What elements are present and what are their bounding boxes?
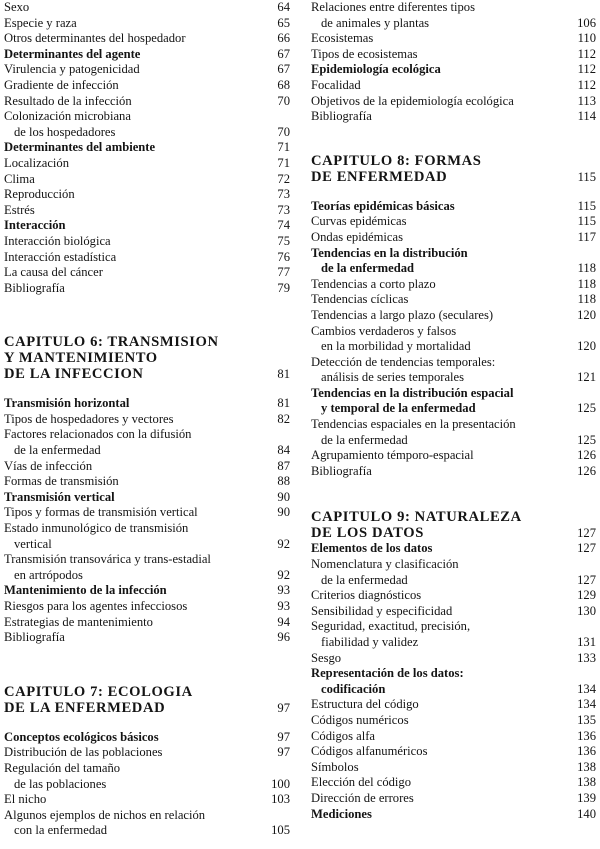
toc-entry-title: Focalidad — [311, 77, 361, 92]
toc-entry-title: Regulación del tamaño — [4, 760, 121, 775]
toc-entry-estructura-del-codigo — [311, 697, 596, 713]
toc-entry-title: Localización — [4, 155, 70, 170]
toc-entry-title-continued: de los hospedadores — [14, 124, 116, 139]
chapter-title-line: CAPITULO 9: NATURALEZA — [311, 509, 522, 526]
toc-page-number: 93 — [277, 583, 290, 598]
toc-page-number: 133 — [577, 650, 596, 665]
toc-entry-title: Objetivos de la epidemiología ecológica — [311, 93, 514, 108]
chapter-page-number: 115 — [577, 169, 596, 184]
toc-page-number: 81 — [277, 396, 290, 411]
toc-page-number: 134 — [577, 681, 596, 696]
toc-entry-title: Representación de los datos: — [311, 666, 464, 681]
toc-entry-title-continued: fiabilidad y validez — [321, 635, 419, 649]
toc-entry-title: Transmisión transovárica y trans-estadial — [4, 552, 211, 567]
toc-entry-determinantes-del-agente — [4, 47, 290, 63]
toc-entry-ondas-epidemicas — [311, 230, 596, 246]
toc-entry-criterios-diagnosticos — [311, 588, 596, 604]
toc-entry-title: Transmisión vertical — [4, 489, 115, 504]
toc-entry-nomenclatura-y-clasificacion — [311, 557, 596, 588]
toc-entry-title-continued: vertical — [14, 536, 52, 551]
toc-page-number: 112 — [577, 62, 596, 77]
toc-entry-title: Tendencias en la distribución espacial — [311, 385, 514, 400]
toc-entry-bibliografia — [311, 109, 596, 125]
toc-page-number: 113 — [577, 93, 596, 108]
toc-entry-title: Epidemiología ecológica — [311, 62, 441, 77]
toc-entry-localizacion — [4, 156, 290, 172]
toc-entry-distribucion-de-las-poblaciones — [4, 745, 290, 761]
toc-entry-estado-inmunologico-de-transmision — [4, 521, 290, 552]
toc-page-number: 97 — [277, 745, 290, 760]
toc-page-number: 84 — [277, 443, 290, 458]
toc-entry-tendencias-en-la-distribucion — [311, 246, 596, 277]
toc-entry-gradiente-de-infeccion — [4, 78, 290, 94]
toc-page-number: 138 — [577, 775, 596, 790]
spacer — [311, 479, 596, 509]
toc-entry-seguridad-exactitud-precision — [311, 619, 596, 650]
toc-entry-title: Elementos de los datos — [311, 541, 433, 556]
toc-entry-title: Mantenimiento de la infección — [4, 583, 167, 598]
toc-entry-title: El nicho — [4, 792, 47, 807]
toc-entry-title: Sexo — [4, 0, 30, 14]
toc-page-number: 112 — [577, 46, 596, 61]
toc-entry-tendencias-ciclicas — [311, 292, 596, 308]
toc-entry-title: Interacción biológica — [4, 233, 111, 248]
toc-entry-title: Colonización microbiana — [4, 109, 131, 124]
chapter-page-number: 97 — [277, 700, 290, 715]
toc-entry-bibliografia — [4, 630, 290, 646]
toc-page-number: 136 — [577, 744, 596, 759]
toc-page-number: 127 — [577, 572, 596, 587]
toc-page-number: 66 — [277, 31, 290, 46]
toc-entry-regulacion-del-tamano — [4, 761, 290, 792]
toc-entry-title: Bibliografía — [4, 280, 65, 295]
toc-page-number: 139 — [577, 790, 596, 805]
toc-page-number: 126 — [577, 463, 596, 478]
toc-entry-representacion-de-los-datos — [311, 666, 596, 697]
toc-entry-title: Interacción — [4, 218, 66, 233]
toc-page-number: 64 — [277, 0, 290, 14]
toc-entry-codigos-alfanumericos — [311, 744, 596, 760]
toc-entry-title-continued: de la enfermedad — [14, 443, 101, 458]
toc-entry-title: Determinantes del ambiente — [4, 140, 156, 155]
chapter-title-line: DE LOS DATOS — [311, 525, 424, 542]
toc-entry-interaccion — [4, 218, 290, 234]
toc-entry-simbolos — [311, 760, 596, 776]
toc-entry-title: Sesgo — [311, 650, 342, 665]
toc-entry-title: Tendencias espaciales en la presentación — [311, 417, 516, 432]
chapter-title-line: DE LA ENFERMEDAD — [4, 699, 166, 716]
toc-entry-codigos-numericos — [311, 713, 596, 729]
toc-page-number: 92 — [277, 567, 290, 582]
spacer — [4, 296, 290, 334]
toc-entry-title: Mediciones — [311, 806, 372, 821]
toc-entry-otros-determinantes-del-hospedador — [4, 31, 290, 47]
toc-page-number: 90 — [277, 505, 290, 520]
toc-page-number: 88 — [277, 474, 290, 489]
toc-entry-title: Seguridad, exactitud, precisión, — [311, 619, 471, 634]
toc-entry-title: Conceptos ecológicos básicos — [4, 729, 159, 744]
toc-entry-bibliografia — [311, 464, 596, 480]
toc-entry-title: Especie y raza — [4, 15, 77, 30]
toc-entry-elementos-de-los-datos — [311, 541, 596, 557]
toc-entry-title-continued: y temporal de la enfermedad — [321, 401, 476, 416]
toc-entry-title-continued: de la enfermedad — [321, 432, 408, 447]
toc-entry-title: Cambios verdaderos y falsos — [311, 323, 457, 338]
spacer — [4, 716, 290, 730]
toc-entry-title: Códigos alfanuméricos — [311, 744, 428, 759]
toc-entry-title: Agrupamiento témporo-espacial — [311, 448, 474, 463]
toc-page-number: 72 — [277, 171, 290, 186]
toc-page-number: 103 — [271, 792, 290, 807]
toc-column-right — [311, 0, 596, 822]
toc-entry-title: Bibliografía — [311, 109, 372, 124]
toc-entry-transmision-vertical — [4, 490, 290, 506]
toc-page-number: 71 — [277, 155, 290, 170]
spacer — [4, 382, 290, 396]
toc-entry-deteccion-de-tendencias-temporales — [311, 355, 596, 386]
toc-entry-title-continued: con la enfermedad — [14, 823, 108, 838]
toc-entry-reproduccion — [4, 187, 290, 203]
toc-entry-title: Curvas epidémicas — [311, 214, 407, 229]
toc-entry-title: Virulencia y patogenicidad — [4, 62, 140, 77]
toc-page-number: 96 — [277, 630, 290, 645]
toc-entry-title: Relaciones entre diferentes tipos — [311, 0, 476, 14]
toc-page-number: 120 — [577, 307, 596, 322]
toc-entry-algunos-ejemplos-de-nichos-en-relacion — [4, 808, 290, 839]
toc-page-number: 136 — [577, 728, 596, 743]
toc-entry-title: Bibliografía — [311, 463, 372, 478]
toc-page-number: 121 — [577, 370, 596, 385]
toc-entry-title: Estructura del código — [311, 697, 419, 712]
toc-entry-tendencias-espaciales-en-la-presentacion — [311, 417, 596, 448]
toc-entry-title: Distribución de las poblaciones — [4, 745, 163, 760]
toc-entry-title: Códigos alfa — [311, 728, 376, 743]
toc-column-left — [4, 0, 290, 839]
chapter-heading — [311, 509, 596, 541]
toc-entry-estrategias-de-mantenimiento — [4, 615, 290, 631]
toc-page-number: 140 — [577, 806, 596, 821]
toc-entry-title: Tendencias a largo plazo (seculares) — [311, 307, 494, 322]
toc-entry-sensibilidad-y-especificidad — [311, 604, 596, 620]
toc-page-number: 126 — [577, 448, 596, 463]
toc-entry-title: La causa del cáncer — [4, 265, 103, 280]
toc-page-number: 74 — [277, 218, 290, 233]
toc-entry-title: Tipos de ecosistemas — [311, 46, 418, 61]
toc-entry-factores-relacionados-con-la-difusion — [4, 427, 290, 458]
toc-entry-title: Vías de infección — [4, 458, 93, 473]
chapter-title-line: DE ENFERMEDAD — [311, 168, 448, 185]
toc-entry-title: Símbolos — [311, 759, 359, 774]
chapter-heading — [4, 334, 290, 382]
toc-entry-title: Estrés — [4, 202, 35, 217]
toc-entry-title-continued: codificación — [321, 681, 386, 696]
spacer — [311, 125, 596, 153]
toc-entry-tipos-y-formas-de-transmision-vertical — [4, 505, 290, 521]
toc-entry-especie-y-raza — [4, 16, 290, 32]
toc-page-number: 118 — [577, 261, 596, 276]
toc-page-number: 65 — [277, 15, 290, 30]
chapter-title-line: CAPITULO 6: TRANSMISION — [4, 334, 219, 351]
toc-page-number: 135 — [577, 712, 596, 727]
toc-page-number: 93 — [277, 599, 290, 613]
toc-entry-sesgo — [311, 651, 596, 667]
toc-page-number: 138 — [577, 759, 596, 774]
toc-entry-eleccion-del-codigo — [311, 775, 596, 791]
toc-entry-agrupamiento-temporo-espacial — [311, 448, 596, 464]
toc-entry-title-continued: de la enfermedad — [321, 261, 415, 276]
chapter-heading — [4, 684, 290, 716]
toc-entry-title: Clima — [4, 171, 35, 186]
toc-page-number: 90 — [277, 489, 290, 504]
toc-entry-objetivos-de-la-epidemiologia-ecologica — [311, 94, 596, 110]
chapter-title-line: CAPITULO 8: FORMAS — [311, 152, 482, 169]
toc-entry-title: Tipos de hospedadores y vectores — [4, 411, 174, 426]
toc-page-number: 70 — [277, 93, 290, 108]
toc-entry-conceptos-ecologicos-basicos — [4, 730, 290, 746]
toc-entry-vias-de-infeccion — [4, 459, 290, 475]
spacer — [311, 185, 596, 199]
toc-entry-interaccion-biologica — [4, 234, 290, 250]
toc-page-number: 67 — [277, 46, 290, 61]
toc-page-number: 120 — [577, 339, 596, 354]
toc-entry-clima — [4, 172, 290, 188]
toc-entry-relaciones-entre-diferentes-tipos — [311, 0, 596, 31]
toc-page-number: 130 — [577, 603, 596, 618]
toc-entry-title: Reproducción — [4, 187, 75, 202]
toc-page-number: 71 — [277, 140, 290, 155]
toc-entry-title: Determinantes del agente — [4, 46, 141, 61]
toc-page-number: 117 — [577, 229, 596, 244]
toc-entry-title: Elección del código — [311, 775, 412, 790]
toc-entry-title: Resultado de la infección — [4, 93, 132, 108]
toc-page-number: 87 — [277, 458, 290, 473]
toc-page-number: 131 — [577, 635, 596, 649]
spacer — [4, 646, 290, 684]
toc-page-number: 134 — [577, 697, 596, 712]
toc-entry-title: Tipos y formas de transmisión vertical — [4, 505, 198, 520]
toc-entry-title: Otros determinantes del hospedador — [4, 31, 186, 46]
toc-entry-title: Detección de tendencias temporales: — [311, 354, 496, 369]
toc-entry-riesgos-para-los-agentes-infecciosos — [4, 599, 290, 615]
toc-entry-mantenimiento-de-la-infeccion — [4, 583, 290, 599]
toc-entry-focalidad — [311, 78, 596, 94]
toc-page-number: 67 — [277, 62, 290, 77]
toc-page-number: 73 — [277, 187, 290, 202]
toc-page-number: 105 — [271, 823, 290, 838]
toc-entry-interaccion-estadistica — [4, 250, 290, 266]
toc-entry-title: Dirección de errores — [311, 790, 414, 805]
toc-entry-cambios-verdaderos-y-falsos — [311, 324, 596, 355]
toc-entry-direccion-de-errores — [311, 791, 596, 807]
toc-entry-mediciones — [311, 807, 596, 823]
toc-page-number: 79 — [277, 280, 290, 295]
toc-page-number: 94 — [277, 614, 290, 629]
toc-entry-colonizacion-microbiana — [4, 109, 290, 140]
toc-entry-title-continued: en la morbilidad y mortalidad — [321, 339, 471, 354]
toc-entry-title: Interacción estadística — [4, 249, 117, 264]
toc-entry-title: Estrategias de mantenimiento — [4, 614, 153, 629]
toc-entry-title: Algunos ejemplos de nichos en relación — [4, 807, 206, 822]
toc-page-number: 125 — [577, 401, 596, 416]
toc-page-number: 92 — [277, 536, 290, 551]
toc-entry-estres — [4, 203, 290, 219]
toc-entry-title: Transmisión horizontal — [4, 396, 130, 411]
toc-entry-sexo — [4, 0, 290, 16]
chapter-page-number: 81 — [277, 367, 290, 382]
toc-page-number: 82 — [277, 411, 290, 426]
toc-entry-codigos-alfa — [311, 729, 596, 745]
toc-entry-title: Estado inmunológico de transmisión — [4, 521, 189, 536]
toc-entry-el-nicho — [4, 792, 290, 808]
toc-entry-tendencias-a-corto-plazo — [311, 277, 596, 293]
toc-entry-title-continued: análisis de series temporales — [321, 370, 465, 385]
toc-entry-transmision-transovarica-y-trans-estadia — [4, 552, 290, 583]
toc-entry-title: Tendencias en la distribución — [311, 245, 468, 260]
toc-page-number: 125 — [577, 432, 596, 447]
toc-entry-title: Teorías epidémicas básicas — [311, 198, 455, 213]
toc-entry-formas-de-transmision — [4, 474, 290, 490]
toc-page-number: 70 — [277, 124, 290, 139]
toc-page-number: 115 — [577, 198, 596, 213]
toc-page-number: 106 — [577, 15, 596, 30]
toc-entry-title: Nomenclatura y clasificación — [311, 557, 459, 572]
toc-page-number: 73 — [277, 202, 290, 217]
toc-page-number: 112 — [577, 77, 596, 92]
chapter-title-line: Y MANTENIMIENTO — [4, 350, 158, 367]
toc-entry-title-continued: en artrópodos — [14, 567, 83, 582]
toc-entry-determinantes-del-ambiente — [4, 140, 290, 156]
toc-entry-title-continued: de las poblaciones — [14, 776, 107, 791]
toc-entry-la-causa-del-cancer — [4, 265, 290, 281]
toc-entry-title: Formas de transmisión — [4, 474, 119, 489]
chapter-title-line: DE LA INFECCION — [4, 366, 144, 383]
toc-page-number: 127 — [577, 541, 596, 556]
toc-entry-tipos-de-ecosistemas — [311, 47, 596, 63]
toc-entry-title: Sensibilidad y especificidad — [311, 603, 453, 618]
toc-entry-title-continued: de la enfermedad — [321, 572, 408, 587]
toc-page-number: 118 — [577, 292, 596, 307]
chapter-page-number: 127 — [577, 526, 596, 541]
toc-page-number: 118 — [577, 276, 596, 291]
toc-entry-transmision-horizontal — [4, 396, 290, 412]
toc-entry-title: Factores relacionados con la difusión — [4, 427, 192, 442]
toc-entry-virulencia-y-patogenicidad — [4, 62, 290, 78]
toc-page-number: 100 — [271, 776, 290, 791]
toc-entry-title: Códigos numéricos — [311, 712, 409, 727]
toc-page-number: 76 — [277, 249, 290, 264]
toc-entry-teorias-epidemicas-basicas — [311, 199, 596, 215]
toc-page-number: 115 — [577, 214, 596, 229]
toc-entry-title: Riesgos para los agentes infecciosos — [4, 599, 188, 613]
toc-page-number: 75 — [277, 233, 290, 248]
toc-entry-tendencias-a-largo-plazo-seculares — [311, 308, 596, 324]
toc-entry-tendencias-en-la-distribucion-espacial — [311, 386, 596, 417]
toc-entry-curvas-epidemicas — [311, 214, 596, 230]
toc-page-number: 68 — [277, 77, 290, 92]
chapter-heading — [311, 153, 596, 185]
toc-entry-tipos-de-hospedadores-y-vectores — [4, 412, 290, 428]
toc-entry-resultado-de-la-infeccion — [4, 94, 290, 110]
toc-entry-title: Ecosistemas — [311, 31, 374, 46]
toc-entry-ecosistemas — [311, 31, 596, 47]
toc-page-number: 114 — [577, 109, 596, 124]
toc-entry-bibliografia — [4, 281, 290, 297]
toc-entry-title-continued: de animales y plantas — [321, 15, 430, 30]
toc-entry-title: Bibliografía — [4, 630, 65, 645]
toc-entry-title: Gradiente de infección — [4, 77, 119, 92]
toc-page-number: 77 — [277, 265, 290, 280]
toc-page-number: 97 — [277, 729, 290, 744]
toc-entry-title: Ondas epidémicas — [311, 229, 403, 244]
toc-entry-title: Criterios diagnósticos — [311, 588, 422, 603]
toc-page-number: 110 — [577, 31, 596, 46]
toc-entry-epidemiologia-ecologica — [311, 62, 596, 78]
chapter-title-line: CAPITULO 7: ECOLOGIA — [4, 683, 193, 700]
toc-entry-title: Tendencias cíclicas — [311, 292, 409, 307]
toc-page-number: 129 — [577, 588, 596, 603]
toc-entry-title: Tendencias a corto plazo — [311, 276, 436, 291]
